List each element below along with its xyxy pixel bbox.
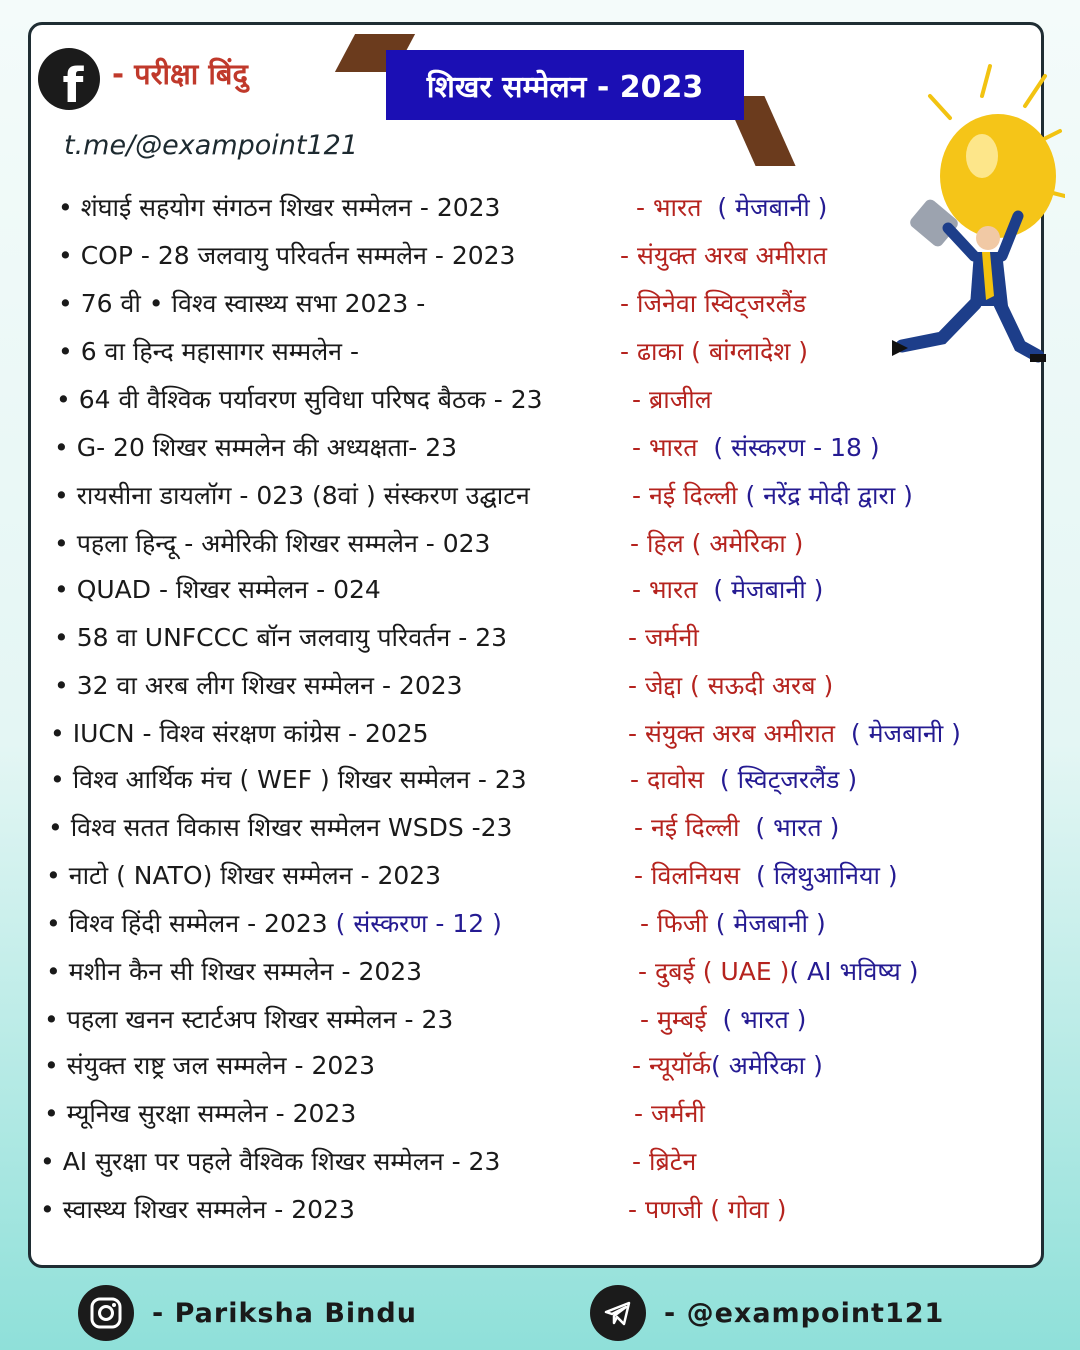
list-item-location: - दावोस ( स्विट्जरलैंड ) [630,765,858,794]
list-item: • विश्व आर्थिक मंच ( WEF ) शिखर सम्मेलन - 23 [50,765,527,794]
list-item-location: - पणजी ( गोवा ) [628,1195,787,1224]
list-item-location: - मुम्बई ( भारत ) [640,1005,807,1034]
list-item: • 6 वा हिन्द महासागर सम्मलेन - [58,337,360,366]
list-item: • IUCN - विश्व संरक्षण कांग्रेस - 2025 [50,719,429,748]
list-item: • विश्व हिंदी सम्मेलन - 2023 ( संस्करण - 12 ) [46,909,502,938]
list-item: • AI सुरक्षा पर पहले वैश्विक शिखर सम्मेलन - 23 [40,1147,501,1176]
page-title: शिखर सम्मेलन - 2023 [386,50,744,120]
list-item-location: - दुबई ( UAE )( AI भविष्य ) [638,957,919,986]
list-item-location: - संयुक्त अरब अमीरात [620,241,827,270]
list-item: • 32 वा अरब लीग शिखर सम्मेलन - 2023 [54,671,463,700]
lightbulb-man-illustration [870,56,1065,376]
list-item: • COP - 28 जलवायु परिवर्तन सम्मलेन - 2023 [58,241,516,270]
instagram-icon [78,1285,134,1341]
telegram-icon [590,1285,646,1341]
list-item-location: - भारत ( मेजबानी ) [636,193,828,222]
footer-telegram[interactable] [590,1282,944,1344]
brand-name: - परीक्षा बिंदु [112,57,248,91]
footer-instagram[interactable] [78,1282,417,1344]
list-item: • मशीन कैन सी शिखर सम्मलेन - 2023 [46,957,423,986]
list-item-location: - नई दिल्ली ( नरेंद्र मोदी द्वारा ) [632,481,913,510]
list-item-location: - ब्राजील [632,385,712,414]
list-item-location: - संयुक्त अरब अमीरात ( मेजबानी ) [628,719,961,748]
list-item: • 64 वी वैश्विक पर्यावरण सुविधा परिषद बैठक - 23 [56,385,543,414]
list-item-location: - हिल ( अमेरिका ) [630,529,804,558]
list-item: • म्यूनिख सुरक्षा सम्मलेन - 2023 [44,1099,357,1128]
list-item-location: - विलनियस ( लिथुआनिया ) [634,861,898,890]
list-item: • 58 वा UNFCCC बॉन जलवायु परिवर्तन - 23 [54,623,508,652]
list-item-location: - जर्मनी [628,623,699,652]
list-item: • 76 वी • विश्व स्वास्थ्य सभा 2023 - [58,289,426,318]
list-item-location: - ढाका ( बांग्लादेश ) [620,337,809,366]
list-item-location: - ब्रिटेन [632,1147,697,1176]
list-item-location: - जर्मनी [634,1099,705,1128]
list-item: • विश्व सतत विकास शिखर सम्मेलन WSDS -23 [48,813,513,842]
list-item: • नाटो ( NATO) शिखर सम्मेलन - 2023 [46,861,442,890]
list-item: • शंघाई सहयोग संगठन शिखर सम्मेलन - 2023 [58,193,501,222]
list-item-location: - न्यूयॉर्क( अमेरिका ) [632,1051,823,1080]
list-item: • रायसीना डायलॉग - 023 (8वां ) संस्करण उद्घाटन [54,481,530,510]
list-item-location: - भारत ( संस्करण - 18 ) [632,433,880,462]
list-item-location: - फिजी ( मेजबानी ) [640,909,826,938]
telegram-handle: - @exampoint121 [664,1297,945,1329]
list-item-location: - जिनेवा स्विट्जरलैंड [620,289,806,318]
list-item: • स्वास्थ्य शिखर सम्मलेन - 2023 [40,1195,355,1224]
list-item: • पहला हिन्दू - अमेरिकी शिखर सम्मलेन - 023 [54,529,491,558]
list-item-location: - जेद्दा ( सऊदी अरब ) [628,671,834,700]
list-item: • संयुक्त राष्ट्र जल सम्मलेन - 2023 [44,1051,376,1080]
instagram-handle: - Pariksha Bindu [152,1297,417,1329]
list-item: • QUAD - शिखर सम्मेलन - 024 [54,575,381,604]
list-item: • पहला खनन स्टार्टअप शिखर सम्मेलन - 23 [44,1005,454,1034]
list-item: • G- 20 शिखर सम्मलेन की अध्यक्षता- 23 [54,433,458,462]
list-item-location: - नई दिल्ली ( भारत ) [634,813,840,842]
telegram-link[interactable]: t.me/@exampoint121 [64,130,359,161]
list-item-location: - भारत ( मेजबानी ) [632,575,824,604]
facebook-icon[interactable]: f [38,48,100,110]
